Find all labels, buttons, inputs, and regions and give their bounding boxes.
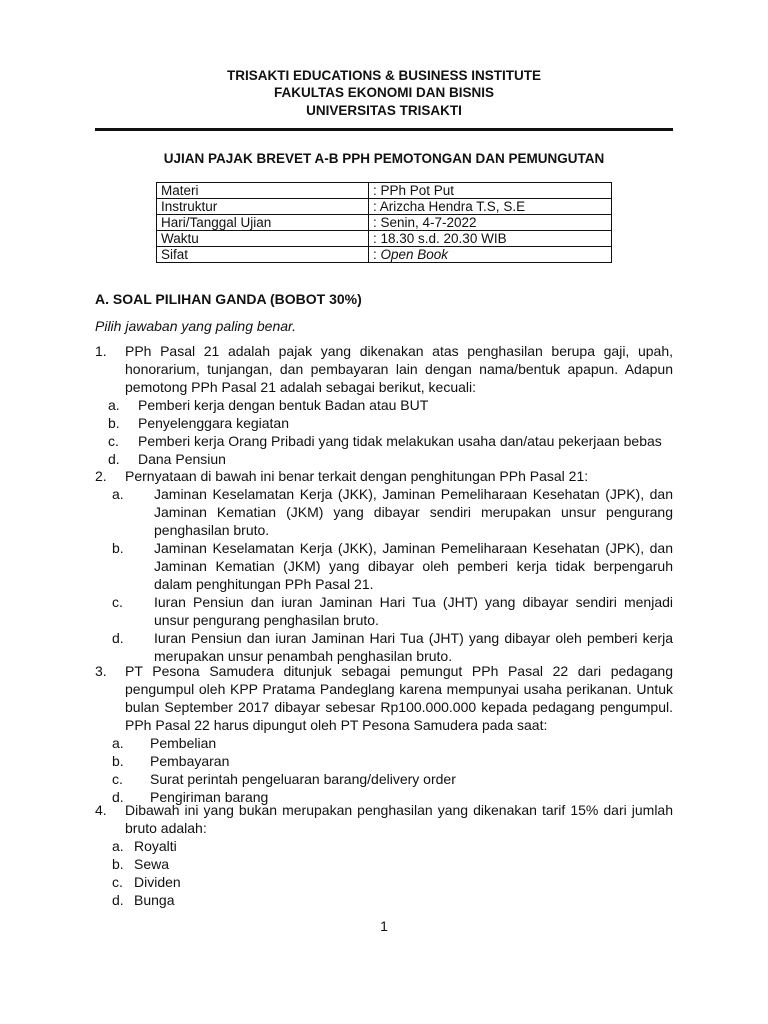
question-text: PT Pesona Samudera ditunjuk sebagai pemungut PPh Pasal 22 dari pedagang pengumpul oleh KPP Pratama Pandeglang karena mempunyai usaha perikanan. Untuk bulan September 2017 dibayar sebesar Rp100.000.000 kepada pedagang pengumpul. PPh Pasal 22 harus dipungut oleh PT Pesona Samudera pada saat: (125, 663, 673, 733)
option-item (112, 891, 673, 909)
option-label: d. (112, 892, 124, 908)
option-item (112, 770, 673, 788)
section-title: A. SOAL PILIHAN GANDA (BOBOT 30%) (95, 291, 362, 307)
option-label: d. (108, 451, 120, 467)
question-number: 3. (95, 663, 107, 679)
option-item (112, 837, 673, 855)
info-key: Sifat (157, 247, 369, 263)
exam-info-table (156, 182, 612, 263)
institute-name: TRISAKTI EDUCATIONS & BUSINESS INSTITUTE (226, 68, 541, 83)
option-text: Royalti (134, 838, 177, 854)
option-label: c. (112, 771, 123, 787)
option-text: Bunga (134, 892, 175, 908)
option-list (112, 485, 673, 665)
info-key: Instruktur (157, 199, 369, 215)
option-item (112, 593, 673, 629)
option-label: b. (112, 753, 124, 769)
question-text: Pernyataan di bawah ini benar terkait dengan penghitungan PPh Pasal 21: (125, 468, 589, 484)
option-label: a. (108, 397, 120, 413)
info-row-materi (157, 183, 612, 199)
info-value (369, 247, 612, 263)
question-text: PPh Pasal 21 adalah pajak yang dikenakan atas penghasilan berupa gaji, upah, honorarium, tunjangan, dan pembayaran lain dengan nama/bentuk apapun. Adapun pemotong PPh Pasal 21 adalah sebagai berikut, kecuali: (125, 343, 673, 395)
faculty-name: FAKULTAS EKONOMI DAN BISNIS (273, 85, 494, 100)
option-label: c. (108, 433, 119, 449)
question-1 (95, 342, 673, 468)
option-item (108, 396, 673, 414)
info-value: : Senin, 4-7-2022 (369, 215, 612, 231)
question-3 (95, 662, 673, 806)
exam-title: UJIAN PAJAK BREVET A-B PPH PEMOTONGAN DAN PEMUNGUTAN (163, 151, 605, 166)
option-item (108, 432, 673, 450)
option-text: Pemberi kerja dengan bentuk Badan atau BUT (138, 397, 429, 413)
info-key: Hari/Tanggal Ujian (157, 215, 369, 231)
info-key: Waktu (157, 231, 369, 247)
question-text: Dibawah ini yang bukan merupakan penghasilan yang dikenakan tarif 15% dari jumlah bruto adalah: (125, 802, 673, 836)
option-item (112, 752, 673, 770)
option-text: Sewa (134, 856, 170, 872)
info-value: : Arizcha Hendra T.S, S.E (369, 199, 612, 215)
question-4 (95, 801, 673, 909)
question-2 (95, 467, 673, 665)
option-item (112, 629, 673, 665)
option-text: Dividen (134, 874, 181, 890)
info-row-tanggal (157, 215, 612, 231)
question-number: 4. (95, 802, 107, 818)
page-number: 1 (380, 918, 388, 934)
question-number: 2. (95, 468, 107, 484)
option-text: Pembayaran (150, 753, 230, 769)
option-text: Iuran Pensiun dan iuran Jaminan Hari Tua (JHT) yang dibayar sendiri menjadi unsur pengurang penghasilan bruto. (154, 594, 673, 628)
option-label: a. (112, 735, 124, 751)
info-row-waktu (157, 231, 612, 247)
header-divider (95, 128, 673, 131)
info-key: Materi (157, 183, 369, 199)
info-value-prefix: : (373, 247, 381, 262)
option-list (108, 396, 673, 468)
option-item (112, 873, 673, 891)
option-text: Surat perintah pengeluaran barang/delivery order (150, 771, 456, 787)
info-value: : PPh Pot Put (369, 183, 612, 199)
option-label: d. (112, 789, 124, 805)
university-name: UNIVERSITAS TRISAKTI (306, 103, 462, 118)
option-label: a. (112, 486, 124, 502)
option-label: c. (112, 874, 123, 890)
option-text: Penyelenggara kegiatan (138, 415, 290, 431)
info-value: : 18.30 s.d. 20.30 WIB (369, 231, 612, 247)
option-item (108, 414, 673, 432)
info-row-sifat (157, 247, 612, 263)
option-label: b. (108, 415, 120, 431)
option-list (112, 837, 673, 909)
option-item (112, 855, 673, 873)
option-text: Pengiriman barang (150, 789, 269, 805)
option-label: b. (112, 856, 124, 872)
option-text: Jaminan Keselamatan Kerja (JKK), Jaminan Pemeliharaan Kesehatan (JPK), dan Jaminan Kematian (JKM) yang dibayar sendiri merupakan unsur pengurang penghasilan bruto. (154, 486, 673, 538)
option-text: Pemberi kerja Orang Pribadi yang tidak melakukan usaha dan/atau pekerjaan bebas (138, 433, 662, 449)
option-item (112, 485, 673, 539)
option-list (112, 734, 673, 806)
question-number: 1. (95, 343, 107, 359)
option-text: Pembelian (150, 735, 217, 751)
option-item (112, 539, 673, 593)
option-label: c. (112, 594, 123, 610)
option-label: a. (112, 838, 124, 854)
option-item (112, 734, 673, 752)
option-text: Dana Pensiun (138, 451, 226, 467)
info-row-instruktur (157, 199, 612, 215)
option-item (108, 450, 673, 468)
section-instruction: Pilih jawaban yang paling benar. (95, 318, 297, 334)
option-label: b. (112, 540, 124, 556)
option-label: d. (112, 630, 124, 646)
option-text: Iuran Pensiun dan iuran Jaminan Hari Tua (JHT) yang dibayar oleh pemberi kerja merupakan unsur penambah penghasilan bruto. (154, 630, 673, 664)
option-text: Jaminan Keselamatan Kerja (JKK), Jaminan Pemeliharaan Kesehatan (JPK), dan Jaminan Kematian (JKM) yang dibayar oleh pemberi kerja tidak berpengaruh dalam penghitungan PPh Pasal 21. (154, 540, 673, 592)
info-value-italic: Open Book (380, 247, 449, 262)
